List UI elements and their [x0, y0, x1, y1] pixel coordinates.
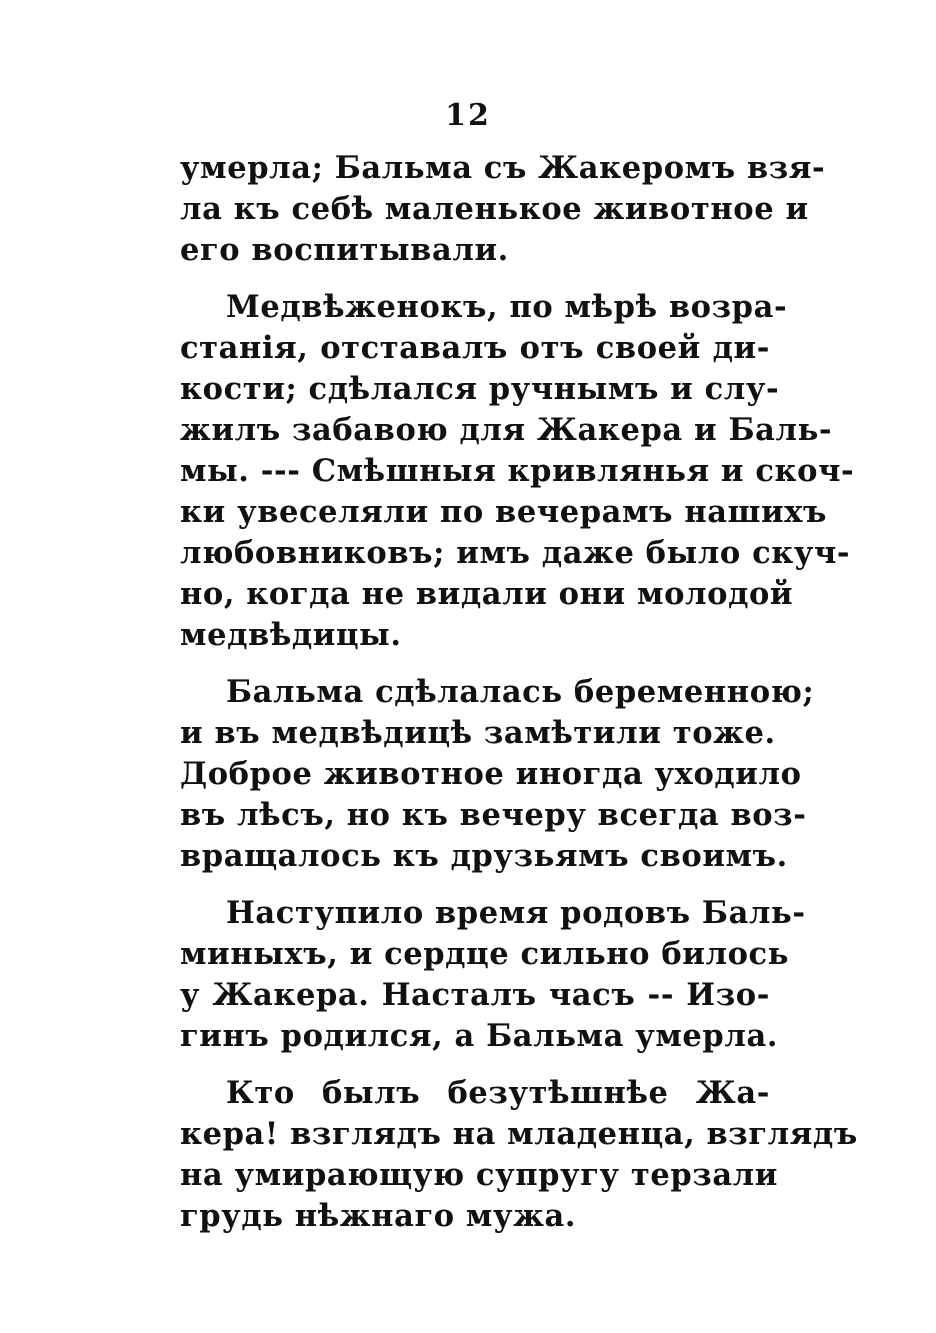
text-line: кости; сдѣлался ручнымъ и слу- — [180, 371, 780, 407]
text-line: мы. --- Смѣшныя кривлянья и скоч- — [180, 453, 855, 489]
text-line: умерла; Бальма съ Жакеромъ взя- — [180, 150, 826, 186]
text-line: вращалось къ друзьямъ своимъ. — [180, 838, 788, 874]
text-line: кера! взглядъ на младенца, взглядъ — [180, 1116, 858, 1152]
paragraph-4 — [180, 893, 806, 1057]
text-line: у Жакера. Насталъ часъ -- Изо- — [180, 977, 770, 1013]
text-line: станія, отставалъ отъ своей ди- — [180, 330, 770, 366]
text-line: Доброе животное иногда уходило — [180, 756, 802, 792]
text-line: Кто былъ безутѣшнѣе Жа- — [226, 1075, 770, 1111]
page-number: 12 — [445, 98, 491, 133]
text-line: Наступило время родовъ Баль- — [226, 895, 806, 931]
text-line: любовниковъ; имъ даже было скуч- — [180, 535, 851, 571]
text-line: ла къ себѣ маленькое животное и — [180, 191, 809, 227]
paragraph-2 — [180, 287, 855, 656]
text-line: Бальма сдѣлалась беременною; — [226, 674, 815, 710]
paragraph-1 — [180, 148, 826, 271]
text-line: въ лѣсъ, но къ вечеру всегда воз- — [180, 797, 807, 833]
text-line: и въ медвѣдицѣ замѣтили тоже. — [180, 715, 776, 751]
text-line: гинъ родился, а Бальма умерла. — [180, 1018, 779, 1054]
text-line: на умирающую супругу терзали — [180, 1157, 779, 1193]
text-line: ки увеселяли по вечерамъ нашихъ — [180, 494, 828, 530]
paragraph-5 — [180, 1073, 858, 1237]
body-text — [180, 148, 858, 1253]
text-line: жилъ забавою для Жакера и Баль- — [180, 412, 833, 448]
text-line: но, когда не видали они молодой — [180, 576, 794, 612]
text-line: грудь нѣжнаго мужа. — [180, 1198, 577, 1234]
text-line: миныхъ, и сердце сильно билось — [180, 936, 790, 972]
text-line: его воспитывали. — [180, 232, 509, 268]
text-line: медвѣдицы. — [180, 617, 402, 653]
text-line: Медвѣженокъ, по мѣрѣ возра- — [226, 289, 788, 325]
paragraph-3 — [180, 672, 815, 877]
